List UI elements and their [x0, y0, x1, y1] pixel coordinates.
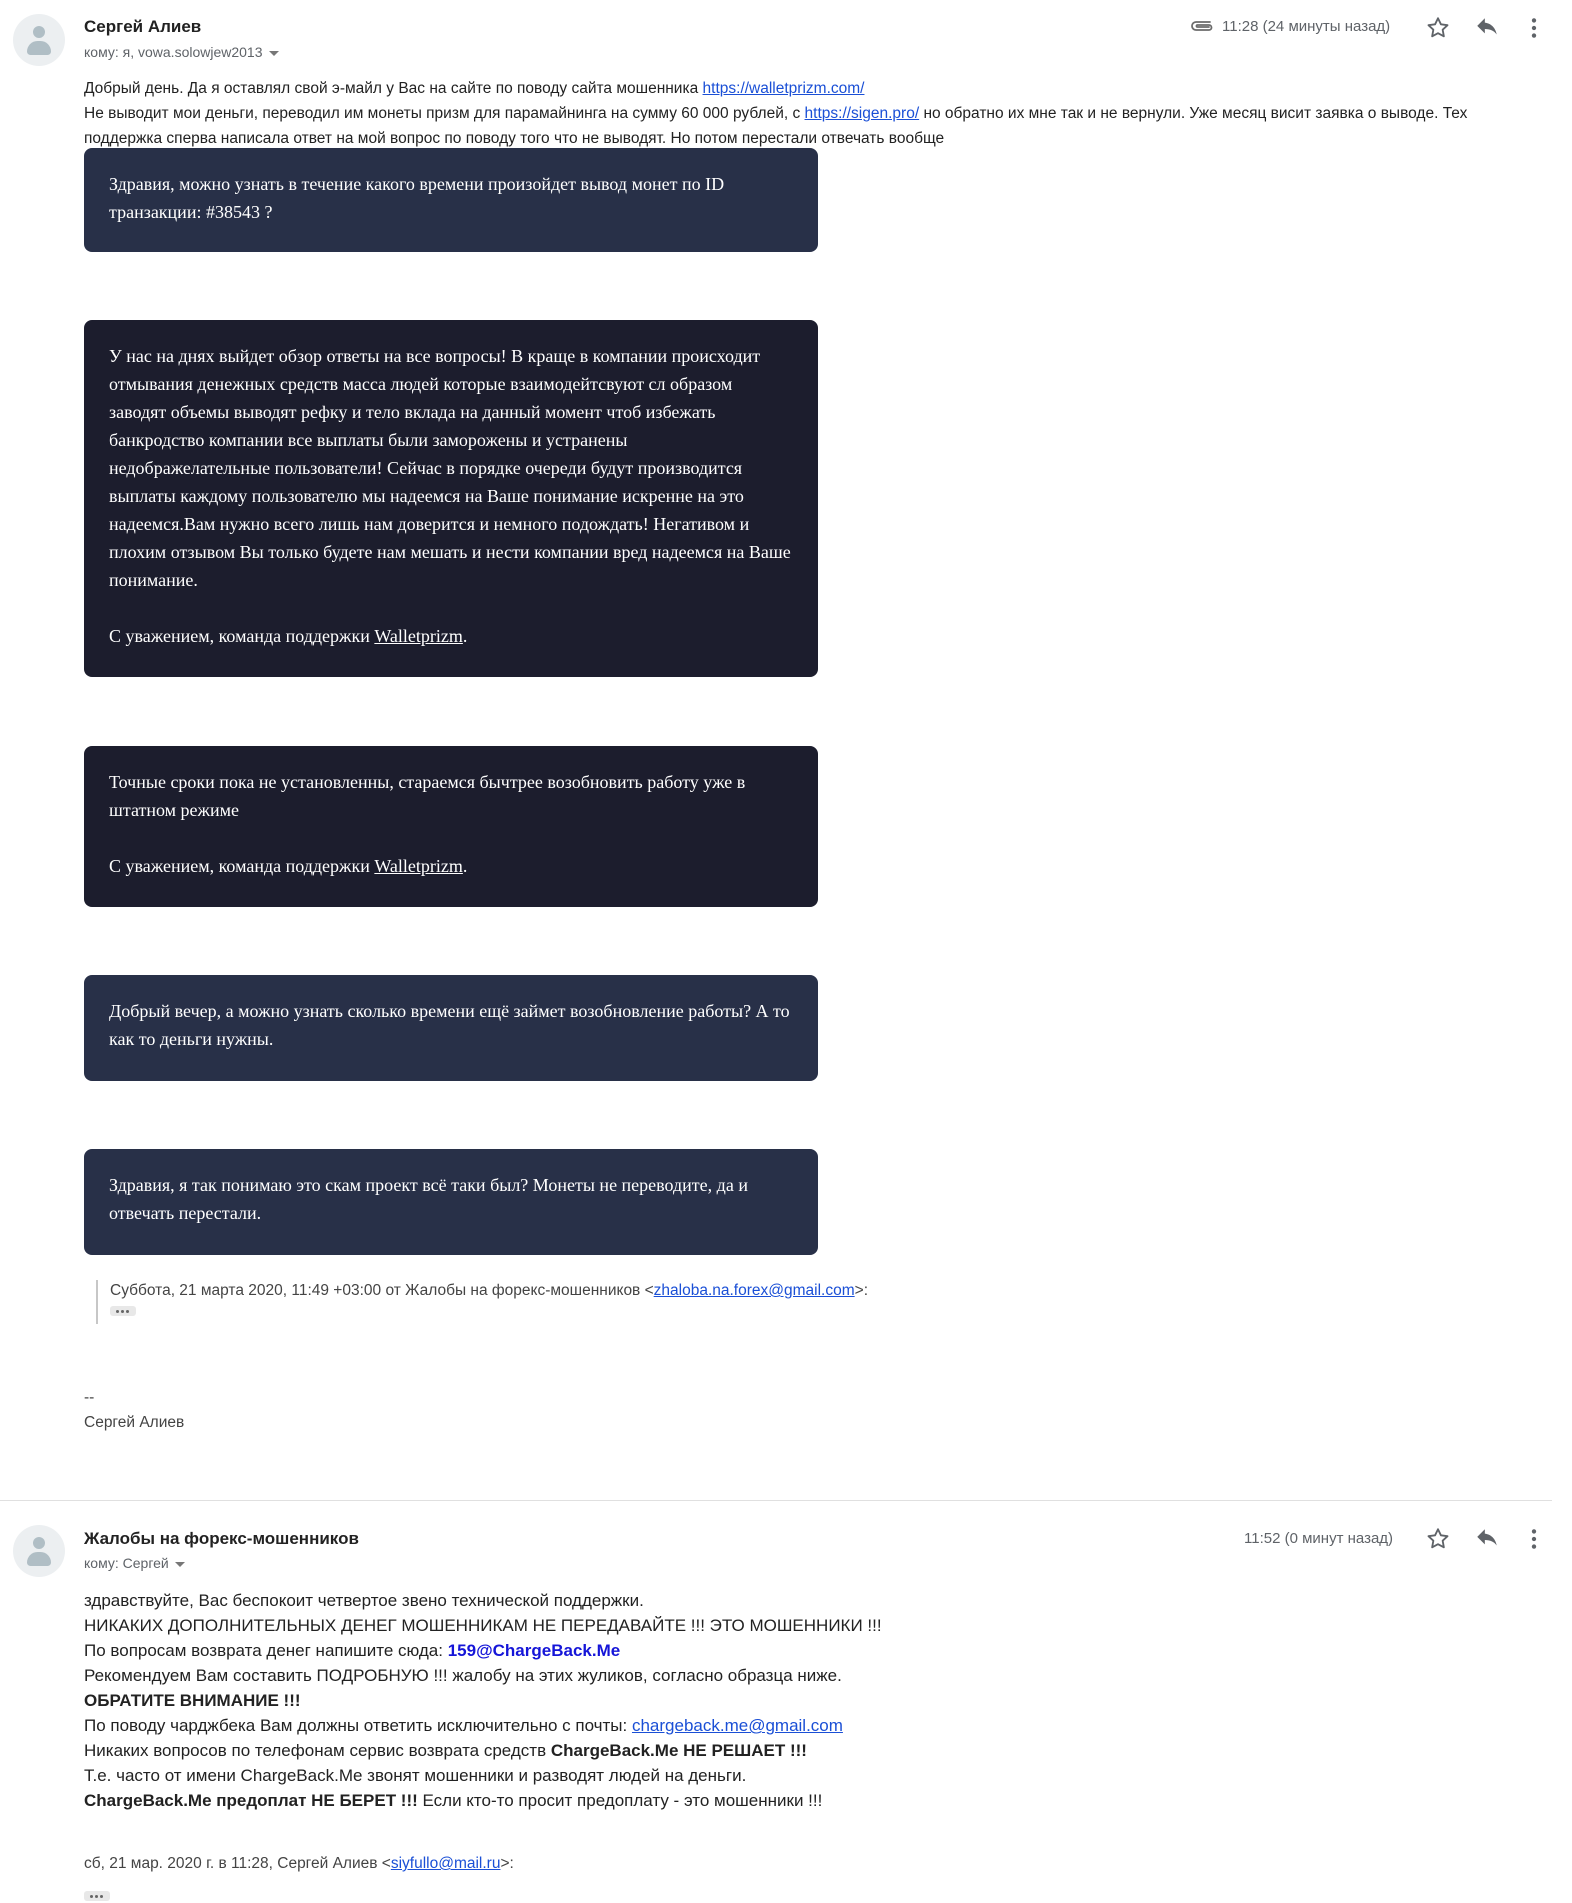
body-text: Если кто-то просит предоплату - это мошенники !!!: [417, 1791, 823, 1810]
reply-icon[interactable]: [1474, 1526, 1500, 1552]
chat-bubble-1: [84, 148, 818, 252]
sender-name[interactable]: Сергей Алиев: [84, 17, 202, 36]
body-line-attention: ОБРАТИТЕ ВНИМАНИЕ !!!: [84, 1691, 301, 1710]
chevron-down-icon: [175, 1562, 185, 1567]
body-line: Т.е. часто от имени ChargeBack.Me звонят мошенники и разводят людей на деньги.: [84, 1766, 747, 1785]
recipients-label: кому: я, vowa.solowjew2013: [84, 44, 263, 60]
message-divider: [0, 1500, 1552, 1501]
chat-bubble-4: [84, 975, 818, 1081]
body-line: [84, 1738, 882, 1763]
body-line: [84, 1638, 882, 1663]
quoted-header: [84, 1851, 514, 1876]
recipients-toggle[interactable]: [84, 44, 279, 60]
bubble-text: Добрый вечер, а можно узнать сколько времени ещё займет возобновление работы? А то как то деньги нужны.: [109, 1001, 790, 1049]
message-intro: [84, 76, 1544, 151]
walletprizm-link[interactable]: https://walletprizm.com/: [702, 80, 865, 97]
intro-line-2: Не выводит мои деньги, переводил им монеты призм для парамайнинга на сумму 60 000 рублей, с: [84, 105, 801, 122]
chargeback-gmail-link[interactable]: chargeback.me@gmail.com: [631, 1716, 843, 1735]
body-bold: ChargeBack.Me предоплат НЕ БЕРЕТ !!!: [84, 1791, 418, 1810]
intro-line-1: Добрый день. Да я оставлял свой э-майл у Вас на сайте по поводу сайта мошенника: [84, 80, 699, 97]
intro-line-2-post: но обратно их мне так и не вернули. Уже месяц висит заявка о выводе. Тех: [923, 105, 1468, 122]
chat-bubble-5: [84, 1149, 818, 1255]
body-bold: ChargeBack.Me НЕ РЕШАЕТ !!!: [550, 1741, 807, 1760]
recipients-label: кому: Сергей: [84, 1555, 169, 1571]
chat-bubble-3: [84, 746, 818, 907]
body-line: Рекомендуем Вам составить ПОДРОБНУЮ !!! жалобу на этих жуликов, согласно образца ниже.: [84, 1666, 842, 1685]
quote-text: Суббота, 21 марта 2020, 11:49 +03:00 от Жалобы на форекс-мошенников <: [110, 1282, 654, 1299]
body-line: [84, 1788, 882, 1813]
message-time: 11:28 (24 минуты назад): [1222, 18, 1391, 35]
show-trimmed-icon[interactable]: [110, 1306, 136, 1316]
sender-name[interactable]: Жалобы на форекс-мошенников: [84, 1529, 359, 1548]
star-icon[interactable]: [1425, 1526, 1451, 1552]
body-line: [84, 1713, 882, 1738]
attachment-icon: [1190, 18, 1216, 34]
avatar-icon[interactable]: [13, 14, 65, 66]
bubble-text: Здравия, можно узнать в течение какого времени произойдет вывод монет по ID транзакции: #38543 ?: [109, 174, 725, 222]
quote-email-link[interactable]: siyfullo@mail.ru: [390, 1855, 501, 1872]
quote-email-link[interactable]: zhaloba.na.forex@gmail.com: [653, 1282, 855, 1299]
show-trimmed-icon[interactable]: [84, 1891, 110, 1901]
signature-punct: .: [462, 626, 468, 646]
signature-punct: .: [462, 856, 468, 876]
more-vert-icon[interactable]: [1527, 1526, 1541, 1552]
signature-text: С уважением, команда поддержки: [109, 626, 375, 646]
signature-link[interactable]: Walletprizm: [374, 626, 463, 646]
signature: [84, 1385, 184, 1435]
quote-end: >:: [854, 1282, 868, 1299]
signature-link[interactable]: Walletprizm: [374, 856, 463, 876]
bubble-text: Здравия, я так понимаю это скам проект всё таки был? Монеты не переводите, да и отвечать перестали.: [109, 1175, 748, 1223]
intro-line-3: поддержка сперва написала ответ на мой вопрос по поводу того что не выводят. Но потом перестали отвечать вообще: [84, 130, 945, 147]
quoted-header: [96, 1280, 868, 1324]
quote-text: сб, 21 мар. 2020 г. в 11:28, Сергей Алиев <: [84, 1855, 391, 1872]
bubble-signature: [109, 852, 793, 880]
message-time: 11:52 (0 минут назад): [1244, 1530, 1394, 1547]
more-vert-icon[interactable]: [1527, 15, 1541, 41]
bubble-signature: [109, 622, 793, 650]
quote-end: >:: [500, 1855, 514, 1872]
signature-dash: --: [84, 1389, 95, 1406]
chevron-down-icon: [269, 51, 279, 56]
chat-bubble-2: [84, 320, 818, 677]
body-text: По вопросам возврата денег напишите сюда:: [84, 1641, 448, 1660]
star-icon[interactable]: [1425, 15, 1451, 41]
signature-text: С уважением, команда поддержки: [109, 856, 375, 876]
reply-icon[interactable]: [1474, 15, 1500, 41]
body-text: По поводу чарджбека Вам должны ответить исключительно с почты:: [84, 1716, 632, 1735]
signature-name: Сергей Алиев: [84, 1414, 185, 1431]
bubble-text: Точные сроки пока не установленны, стараемся бычтрее возобновить работу уже в штатном режиме: [109, 772, 746, 820]
body-line: НИКАКИХ ДОПОЛНИТЕЛЬНЫХ ДЕНЕГ МОШЕННИКАМ НЕ ПЕРЕДАВАЙТЕ !!! ЭТО МОШЕННИКИ !!!: [84, 1616, 882, 1635]
body-text: Никаких вопросов по телефонам сервис возврата средств: [84, 1741, 551, 1760]
sigen-link[interactable]: https://sigen.pro/: [804, 105, 920, 122]
message-body: [84, 1588, 882, 1813]
recipients-toggle[interactable]: [84, 1555, 185, 1571]
chargeback-email[interactable]: 159@ChargeBack.Me: [447, 1641, 621, 1660]
bubble-text: У нас на днях выйдет обзор ответы на все вопросы! В краще в компании происходит отмывания денежных средств масса людей которые взаимодейтсвуют сл образом заводят объемы выводят рефку и тело вклада на данный момент чтоб избежать банкродство компании все выплаты были заморожены и устранены недображелательные пользователи! Сейчас в порядке очереди будут производится выплаты каждому пользователю мы надеемся на Ваше понимание искренне на это надеемся.Вам нужно всего лишь нам доверится и немного подождать! Негативом и плохим отзывом Вы только будете нам мешать и нести компании вред надеемся на Ваше понимание.: [109, 346, 791, 590]
avatar-icon[interactable]: [13, 1525, 65, 1577]
body-line: здравствуйте, Вас беспокоит четвертое звено технической поддержки.: [84, 1591, 644, 1610]
